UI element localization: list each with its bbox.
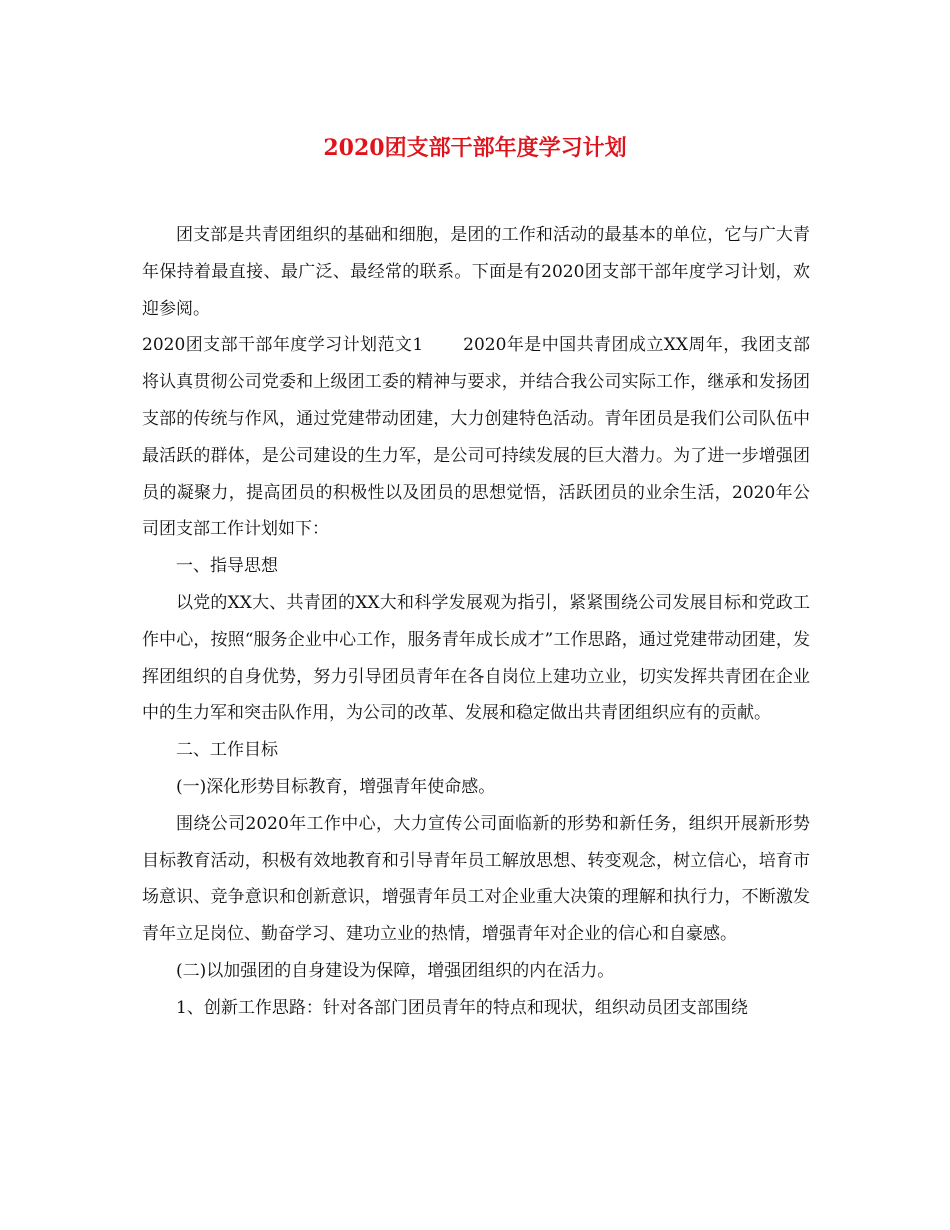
document-body xyxy=(142,217,810,1027)
list-item-1: 1、创新工作思路：针对各部门团员青年的特点和现状，组织动员团支部围绕 xyxy=(176,997,748,1018)
section-heading-work-goals: 二、工作目标 xyxy=(176,740,278,761)
document-title: 2020团支部干部年度学习计划 xyxy=(323,135,627,161)
intro-paragraph: 团支部是共青团组织的基础和细胞，是团的工作和活动的最基本的单位，它与广大青年保持着最直接、最广泛、最经常的联系。下面是有2020团支部干部年度学习计划，欢迎参阅。 xyxy=(142,225,810,319)
section-heading-guiding-ideology: 一、指导思想 xyxy=(176,556,278,577)
subsection-body-1: 围绕公司2020年工作中心，大力宣传公司面临新的形势和新任务，组织开展新形势目标教育活动，积极有效地教育和引导青年员工解放思想、转变观念，树立信心，培育市场意识、竞争意识和创新意识，增强青年员工对企业重大决策的理解和执行力，不断激发青年立足岗位、勤奋学习、建功立业的热情，增强青年对企业的信心和自豪感。 xyxy=(142,813,810,945)
sample-paragraph xyxy=(142,327,810,548)
subsection-heading-1: (一)深化形势目标教育，增强青年使命感。 xyxy=(176,776,496,797)
sample-label: 2020团支部干部年度学习计划范文1 xyxy=(142,335,424,356)
subsection-heading-2: (二)以加强团的自身建设为保障，增强团组织的内在活力。 xyxy=(176,960,615,981)
section-body-guiding-ideology: 以党的XX大、共青团的XX大和科学发展观为指引，紧紧围绕公司发展目标和党政工作中心，按照“服务企业中心工作，服务青年成长成才”工作思路，通过党建带动团建，发挥团组织的自身优势，努力引导团员青年在各自岗位上建功立业，切实发挥共青团在企业中的生力军和突击队作用，为公司的改革、发展和稳定做出共青团组织应有的贡献。 xyxy=(142,592,810,724)
sample-intro: 2020年是中国共青团成立XX周年，我团支部将认真贯彻公司党委和上级团工委的精神与要求，并结合我公司实际工作，继承和发扬团支部的传统与作风，通过党建带动团建，大力创建特色活动。青年团员是我们公司队伍中最活跃的群体，是公司建设的生力军，是公司可持续发展的巨大潜力。为了进一步增强团员的凝聚力，提高团员的积极性以及团员的思想觉悟，活跃团员的业余生活，2020年公司团支部工作计划如下： xyxy=(142,335,810,540)
